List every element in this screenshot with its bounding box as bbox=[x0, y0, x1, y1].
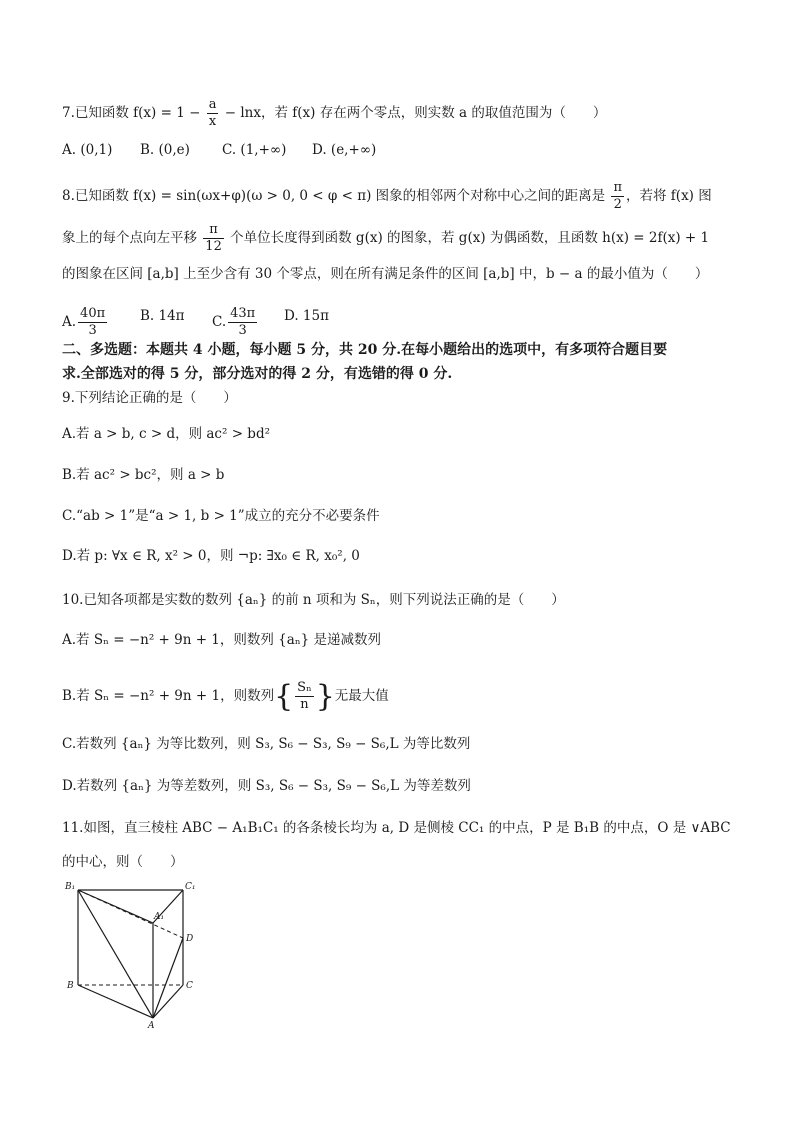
q8-l2-post: 个单位长度得到函数 g(x) 的图象，若 g(x) 为偶函数，且函数 h(x) = 2f(x) + 1 bbox=[225, 230, 710, 246]
q10-option-b-fraction bbox=[295, 680, 314, 713]
label-c: C bbox=[186, 981, 193, 991]
q8-l1-den: 2 bbox=[613, 197, 622, 212]
q7-option-d: D. (e,+∞) bbox=[312, 142, 377, 158]
q8-line-3: 的图象在区间 [a,b] 上至少含有 30 个零点，则在所有满足条件的区间 [a,b] 中，b − a 的最小值为（ ） bbox=[62, 266, 709, 282]
q7-fraction bbox=[207, 97, 219, 130]
label-b1: B₁ bbox=[65, 882, 76, 892]
q8-l1-num: π bbox=[613, 180, 623, 195]
label-c1: C₁ bbox=[185, 882, 196, 892]
q8-l2-fraction bbox=[203, 222, 224, 255]
q8-option-d: D. 15π bbox=[284, 308, 329, 324]
q8-option-a-num: 40π bbox=[80, 306, 106, 321]
label-a: A bbox=[148, 1021, 155, 1030]
q9-stem: 9.下列结论正确的是（ ） bbox=[62, 390, 237, 406]
q9-option-a: A.若 a > b, c > d，则 ac² > bd² bbox=[62, 426, 270, 442]
q8-option-b: B. 14π bbox=[140, 308, 185, 324]
q10-stem: 10.已知各项都是实数的数列 {aₙ} 的前 n 项和为 Sₙ，则下列说法正确的是（ ） bbox=[62, 592, 565, 608]
q8-l2-pre: 象上的每个点向左平移 bbox=[62, 230, 202, 246]
q9-option-d: D.若 p: ∀x ∈ R, x² > 0，则 ¬p: ∃x₀ ∈ R, x₀², 0 bbox=[62, 548, 360, 564]
q10-option-b-den: n bbox=[300, 697, 309, 712]
q8-l1-pre: 8.已知函数 f(x) = sin(ωx+φ)(ω > 0, 0 < φ < π) 图象的相邻两个对称中心之间的距离是 bbox=[62, 188, 610, 204]
segment-b1-a bbox=[78, 890, 153, 1018]
label-d: D bbox=[186, 934, 194, 944]
q10-option-d: D.若数列 {aₙ} 为等差数列，则 S₃, S₆ − S₃, S₉ − S₆,L 为等差数列 bbox=[62, 778, 471, 794]
q8-option-c-fraction bbox=[228, 306, 257, 339]
section-2-heading-line-2: 求.全部选对的得 5 分，部分选对的得 2 分，有选错的得 0 分. bbox=[62, 366, 453, 382]
q8-option-a-label: A. bbox=[62, 314, 77, 330]
q8-line-1 bbox=[62, 180, 712, 213]
edge-b-a bbox=[78, 985, 153, 1018]
q10-option-a: A.若 Sₙ = −n² + 9n + 1，则数列 {aₙ} 是递减数列 bbox=[62, 632, 382, 648]
q7-option-b: B. (0,e) bbox=[140, 142, 190, 158]
q8-option-c-den: 3 bbox=[238, 323, 247, 338]
q7-option-c: C. (1,+∞) bbox=[222, 142, 287, 158]
q7-stem-post: − lnx，若 f(x) 存在两个零点，则实数 a 的取值范围为（ ） bbox=[220, 105, 607, 121]
q8-line-2 bbox=[62, 222, 709, 255]
q11-line-2: 的中心，则（ ） bbox=[62, 854, 184, 870]
q8-option-c-num: 43π bbox=[230, 306, 256, 321]
q7-option-a: A. (0,1) bbox=[62, 142, 113, 158]
edge-c-a bbox=[153, 985, 183, 1018]
q9-option-b: B.若 ac² > bc²，则 a > b bbox=[62, 467, 225, 483]
q8-option-c bbox=[212, 306, 259, 339]
q8-option-a bbox=[62, 306, 109, 339]
q11-line-1: 11.如图，直三棱柱 ABC − A₁B₁C₁ 的各条棱长均为 a, D 是侧棱 CC₁ 的中点，P 是 B₁B 的中点，O 是 ∨ABC bbox=[62, 820, 731, 836]
segment-a-d bbox=[153, 938, 183, 1018]
label-a1: A₁ bbox=[154, 912, 165, 922]
q9-option-c: C.“ab > 1”是“a > 1, b > 1”成立的充分不必要条件 bbox=[62, 508, 380, 524]
q7-frac-num: a bbox=[208, 97, 217, 112]
right-brace-glyph: } bbox=[315, 678, 335, 714]
q7-stem bbox=[62, 97, 606, 130]
section-2-heading-line-1: 二、多选题：本题共 4 小题，每小题 5 分，共 20 分.在每小题给出的选项中，有多项符合题目要 bbox=[62, 342, 668, 358]
edge-b1-a1 bbox=[78, 890, 153, 923]
q8-l1-post: ，若将 f(x) 图 bbox=[626, 188, 712, 204]
q8-option-a-fraction bbox=[78, 306, 107, 339]
segment-b1-d-hidden bbox=[78, 890, 183, 938]
prism-figure bbox=[62, 878, 204, 1030]
label-b: B bbox=[67, 981, 74, 991]
q10-option-b-pre: B.若 Sₙ = −n² + 9n + 1，则数列 bbox=[62, 688, 275, 704]
q8-option-c-label: C. bbox=[212, 314, 227, 330]
q7-frac-den: x bbox=[208, 114, 217, 129]
q7-stem-pre: 7.已知函数 f(x) = 1 − bbox=[62, 105, 205, 121]
q8-l1-fraction bbox=[611, 180, 624, 213]
q8-option-a-den: 3 bbox=[88, 323, 97, 338]
q8-l2-den: 12 bbox=[205, 239, 222, 254]
left-brace-glyph: { bbox=[274, 678, 294, 714]
q10-option-b-post: 无最大值 bbox=[334, 688, 389, 704]
q10-option-c: C.若数列 {aₙ} 为等比数列，则 S₃, S₆ − S₃, S₉ − S₆,L 为等比数列 bbox=[62, 736, 471, 752]
q10-option-b-num: Sₙ bbox=[297, 680, 312, 695]
q10-option-b bbox=[62, 680, 389, 713]
q8-l2-num: π bbox=[203, 222, 224, 239]
